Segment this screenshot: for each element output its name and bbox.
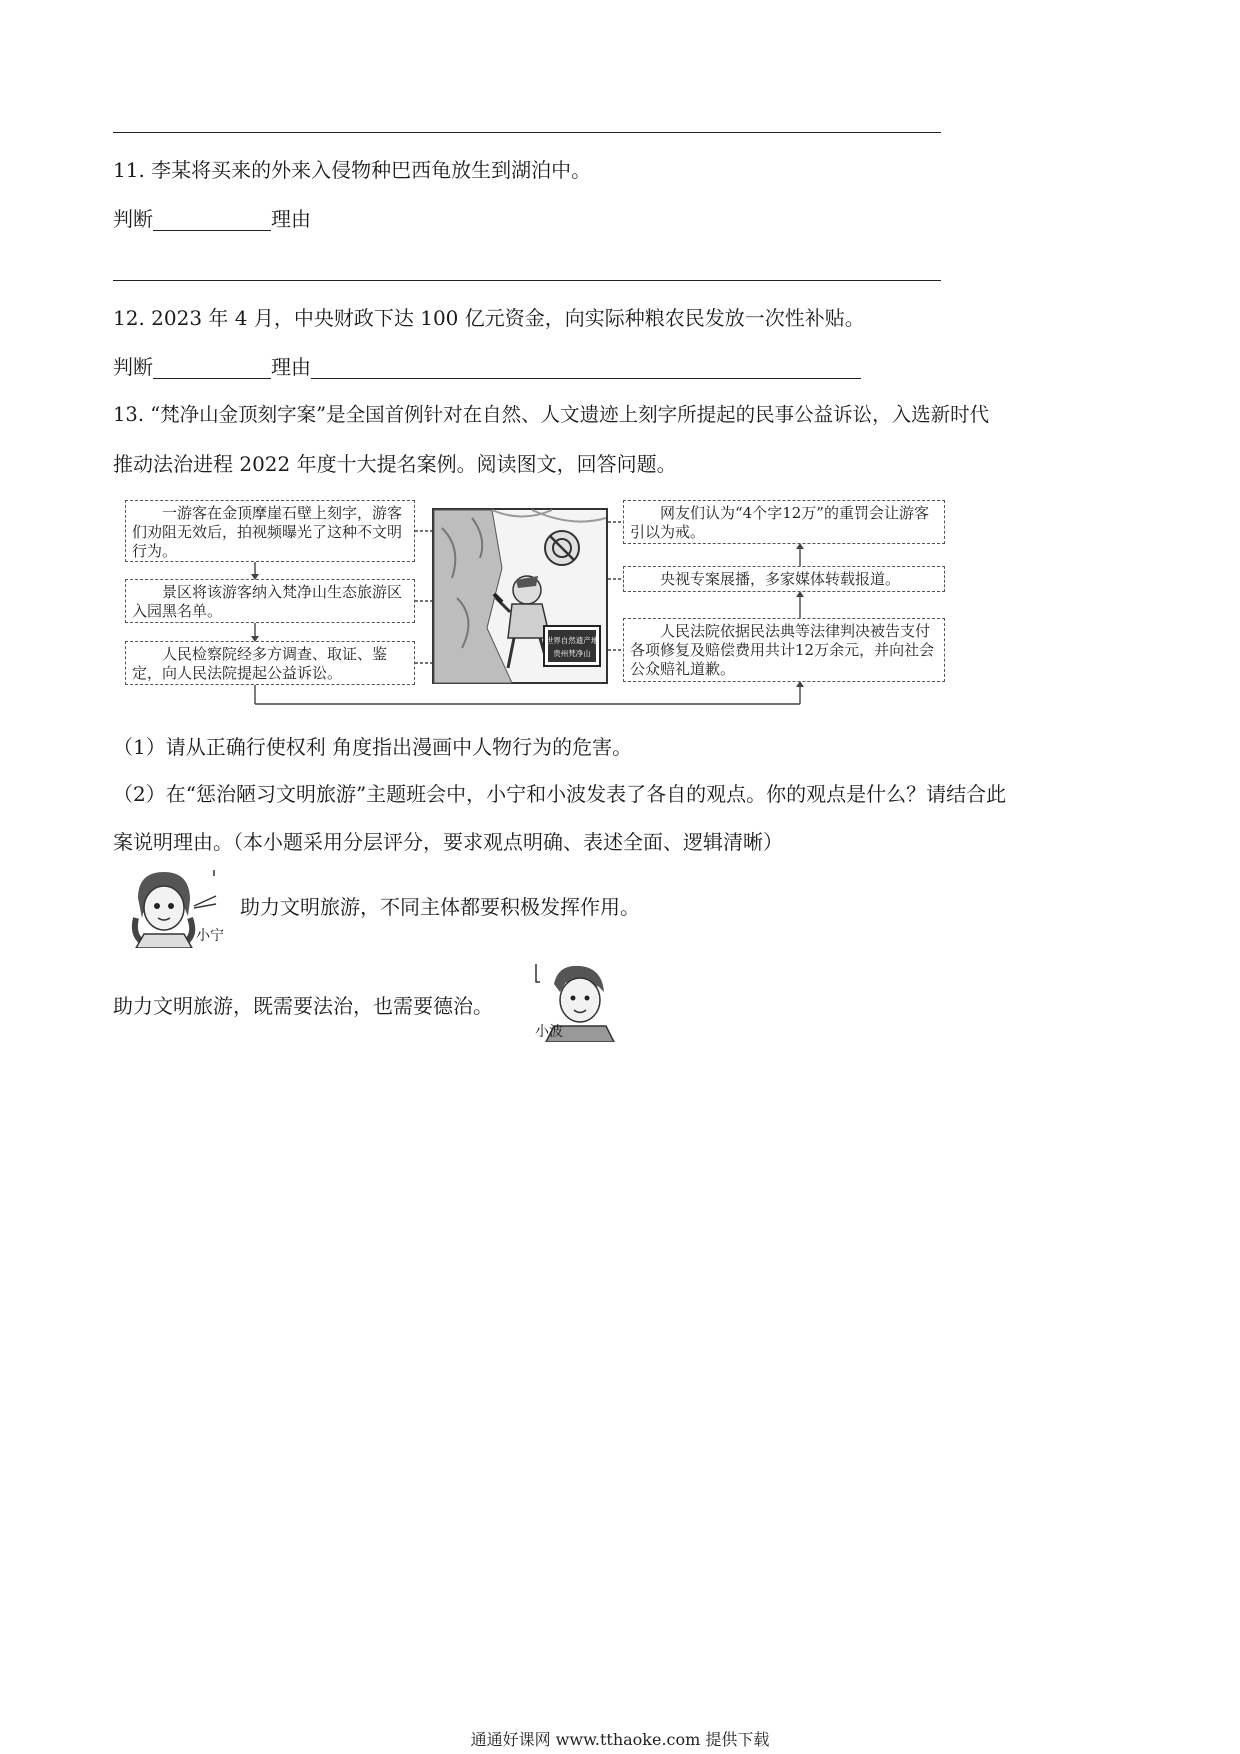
xiaoning-speech: 助力文明旅游，不同主体都要积极发挥作用。 bbox=[240, 895, 640, 919]
reason-label: 理由 bbox=[271, 355, 311, 379]
case-diagram bbox=[120, 494, 950, 708]
question-11-text: 11. 李某将买来的外来入侵物种巴西龟放生到湖泊中。 bbox=[113, 158, 592, 182]
answer-line[interactable] bbox=[113, 132, 941, 133]
judge-blank[interactable] bbox=[153, 358, 271, 379]
comic-panel bbox=[432, 508, 608, 684]
xiaobo-speech: 助力文明旅游，既需要法治，也需要德治。 bbox=[113, 994, 493, 1018]
left-box-3: 人民检察院经多方调查、取证、鉴定，向人民法院提起公益诉讼。 bbox=[125, 641, 415, 685]
sub-question-2-line2: 案说明理由。（本小题采用分层评分，要求观点明确、表述全面、逻辑清晰） bbox=[113, 830, 783, 854]
answer-line[interactable] bbox=[113, 280, 941, 281]
sign-line1: 世界自然遗产地 bbox=[545, 636, 599, 645]
judge-blank[interactable] bbox=[153, 210, 271, 231]
right-box-3: 人民法院依据民法典等法律判决被告支付各项修复及赔偿费用共计12万余元，并向社会公众赔礼道歉。 bbox=[623, 618, 945, 682]
judge-label: 判断 bbox=[113, 207, 153, 231]
sign-line2: 贵州梵净山 bbox=[553, 649, 591, 658]
sub-question-2-line1: （2）在“惩治陋习文明旅游”主题班会中，小宁和小波发表了各自的观点。你的观点是什么？请结合此 bbox=[113, 782, 1007, 806]
right-box-2: 央视专案展播，多家媒体转载报道。 bbox=[623, 566, 945, 592]
question-13-line2: 推动法治进程 2022 年度十大提名案例。阅读图文，回答问题。 bbox=[113, 452, 677, 476]
page-footer: 通通好课网 www.tthaoke.com 提供下载 bbox=[470, 1730, 770, 1749]
reason-blank[interactable] bbox=[311, 358, 861, 379]
sub-question-1: （1）请从正确行使权利 角度指出漫画中人物行为的危害。 bbox=[113, 735, 633, 759]
question-12-answer-row bbox=[113, 355, 861, 379]
xiaobo-name: 小波 bbox=[535, 1024, 563, 1040]
left-box-1: 一游客在金顶摩崖石壁上刻字，游客们劝阻无效后，拍视频曝光了这种不文明行为。 bbox=[125, 500, 415, 562]
left-box-2: 景区将该游客纳入梵净山生态旅游区入园黑名单。 bbox=[125, 579, 415, 623]
question-13-line1: 13. “梵净山金顶刻字案”是全国首例针对在自然、人文遗迹上刻字所提起的民事公益诉讼，入选新时代 bbox=[113, 403, 990, 426]
question-11-answer-row bbox=[113, 207, 311, 231]
right-box-1: 网友们认为“4个字12万”的重罚会让游客引以为戒。 bbox=[623, 500, 945, 544]
question-12-text: 12. 2023 年 4 月，中央财政下达 100 亿元资金，向实际种粮农民发放一次性补贴。 bbox=[113, 306, 865, 330]
reason-label: 理由 bbox=[271, 207, 311, 231]
judge-label: 判断 bbox=[113, 355, 153, 379]
xiaoning-name: 小宁 bbox=[196, 928, 224, 944]
